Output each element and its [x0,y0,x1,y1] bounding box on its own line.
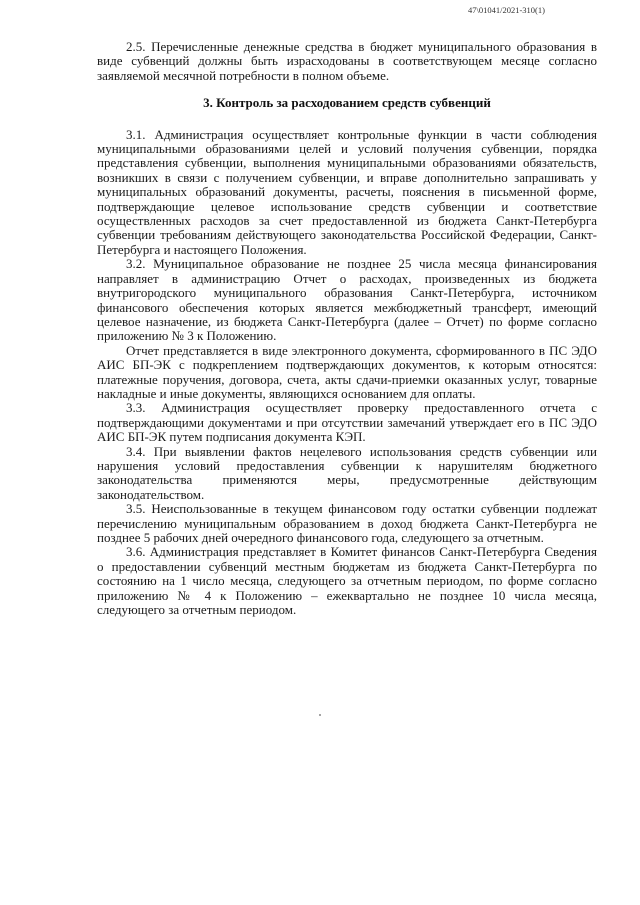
paragraph-3-2: 3.2. Муниципальное образование не позднее 25 числа месяца финансирования направляет в администрацию Отчет о расходах, произведенных из бюджета внутригородского муниципального образования Санкт-Петербурга, источником финансового обеспечения которых является межбюджетный трансферт, имеющий целевое назначение, из бюджета Санкт-Петербурга (далее – Отчет) по форме согласно приложению № 3 к Положению. [97,256,597,344]
paragraph-2-5: 2.5. Перечисленные денежные средства в бюджет муниципального образования в виде субвенций должны быть израсходованы в соответствующем месяце согласно заявляемой месячной потребности в полном объеме. [97,39,597,83]
section-3-heading: 3. Контроль за расходованием средств субвенций [203,95,491,111]
paragraph-3-5: 3.5. Неиспользованные в текущем финансовом году остатки субвенции подлежат перечислению муниципальным образованием в доход бюджета Санкт-Петербурга не позднее 5 рабочих дней очередного финансового года, следующего за отчетным. [97,501,597,545]
document-number: 47\01041/2021-310(1) [468,5,545,15]
paragraph-3-4: 3.4. При выявлении фактов нецелевого использования средств субвенции или нарушения условий предоставления субвенции к нарушителям бюджетного законодательства применяются меры, предусмотренные действующим законодательством. [97,443,597,502]
paragraph-3-1: 3.1. Администрация осуществляет контрольные функции в части соблюдения муниципальными образованиями целей и условий получения субвенции, порядка представления субвенции, выполнения муниципальными образованиями обязательств, возникших в связи с получением субвенции, и вправе дополнительно запрашивать у муниципальных образований документы, расчеты, пояснения в письменной форме, подтверждающие целевое использование средств субвенции и соответствие осуществленных расходов за счет предоставленной из бюджета Санкт-Петербурга субвенции требованиям действующего законодательства Российской Федерации, Санкт-Петербурга и настоящего Положения. [97,126,597,257]
paragraph-3-3: 3.3. Администрация осуществляет проверку предоставленного отчета с подтверждающими документами и при отсутствии замечаний утверждает его в ПС ЭДО АИС БП-ЭК путем подписания документа КЭП. [97,400,597,445]
document-body [97,40,597,617]
paragraph-report-format: Отчет представляется в виде электронного документа, сформированного в ПС ЭДО АИС БП-ЭК с подкреплением подтверждающих документов, к которым относятся: платежные поручения, договора, счета, акты сдачи-приемки оказанных услуг, товарные накладные и иные документы, являющихся основанием для оплаты. [97,342,597,401]
paragraph-3-6: 3.6. Администрация представляет в Комитет финансов Санкт-Петербурга Сведения о предоставлении субвенций местным бюджетам из бюджета Санкт-Петербурга по состоянию на 1 число месяца, следующего за отчетным периодом, по форме согласно приложению № 4 к Положению – ежеквартально не позднее 10 числа месяца, следующего за отчетным периодом. [97,544,597,618]
scan-speck [319,714,321,716]
